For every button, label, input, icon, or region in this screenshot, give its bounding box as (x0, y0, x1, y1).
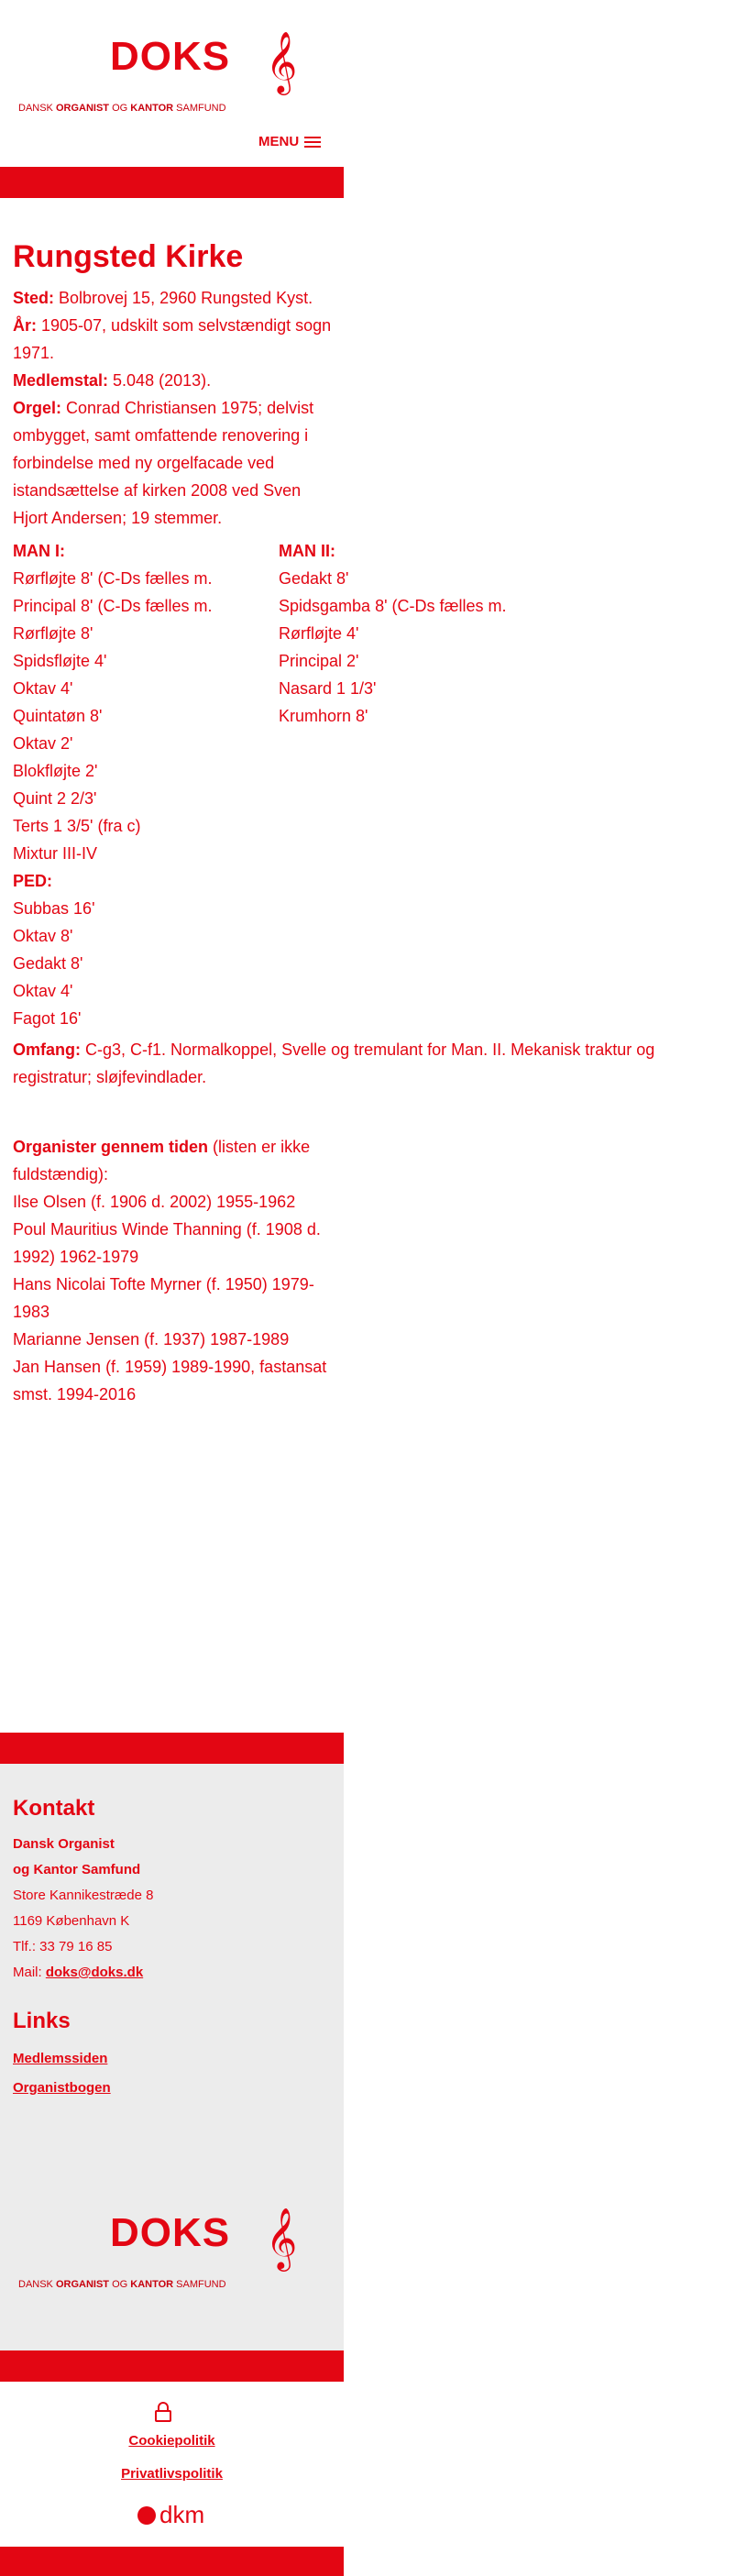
city: 1169 København K (13, 1913, 130, 1929)
organist-item: Poul Mauritius Winde Thanning (f. 1908 d. 1992) 1962-1979 (13, 1220, 321, 1266)
stop-item: Rørfløjte 4' (279, 624, 359, 643)
logo-wordmark: DOKS (110, 2210, 231, 2255)
stop-item: Rørfløjte 8' (13, 624, 93, 643)
bottom-red-bar (0, 2350, 344, 2382)
stop-item: Quintatøn 8' (13, 707, 103, 725)
page-end-red-bar (0, 2547, 344, 2576)
stop-item: Nasard 1 1/3' (279, 679, 377, 698)
main-content (13, 238, 655, 1408)
privacy-policy-link[interactable]: Privatlivspolitik (121, 2466, 223, 2482)
site-footer (0, 1764, 344, 2350)
treble-clef-icon: 𝄞 (266, 2207, 298, 2269)
stop-item: Fagot 16' (13, 1009, 82, 1028)
logo-tagline: DANSK ORGANIST OG KANTOR SAMFUND (18, 2279, 226, 2290)
treble-clef-icon: 𝄞 (266, 30, 298, 93)
org-name-line2: og Kantor Samfund (13, 1862, 141, 1877)
stop-item: Gedakt 8' (279, 569, 349, 588)
organist-item: Jan Hansen (f. 1959) 1989-1990, fastansat smst. 1994-2016 (13, 1358, 327, 1404)
organist-item: Hans Nicolai Tofte Myrner (f. 1950) 1979-1983 (13, 1275, 314, 1321)
logo-tagline: DANSK ORGANIST OG KANTOR SAMFUND (18, 103, 226, 114)
man2-title: MAN II: (279, 542, 335, 560)
dkm-label: dkm (159, 2501, 205, 2528)
links-section (13, 2008, 324, 2103)
hamburger-icon (304, 137, 321, 148)
link-medlemssiden[interactable]: Medlemssiden (13, 2051, 108, 2066)
links-title: Links (13, 2009, 71, 2033)
stop-item: Spidsfløjte 4' (13, 652, 107, 670)
contact-title: Kontakt (13, 1796, 95, 1821)
footer-doks-logo[interactable] (18, 2207, 321, 2295)
stop-item: Oktav 2' (13, 734, 73, 753)
footer-red-bar (0, 1733, 344, 1764)
organist-item: Marianne Jensen (f. 1937) 1987-1989 (13, 1330, 290, 1349)
bottom-bar (0, 2382, 344, 2547)
stop-item: Krumhorn 8' (279, 707, 368, 725)
stop-item: Subbas 16' (13, 899, 95, 918)
stop-item: Blokfløjte 2' (13, 762, 98, 780)
organists-heading: Organister gennem tiden (listen er ikke fuldstændig): (13, 1138, 311, 1183)
search-icon[interactable] (301, 13, 324, 37)
orgel-info: Orgel: Conrad Christiansen 1975; delvist ombygget, samt omfattende renovering i forbindelse med ny orgelfacade ved istandsættelse af kirken 2008 ved Sven Hjort Andersen; 19 stemmer. (13, 399, 314, 527)
man1-title: MAN I: (13, 542, 65, 560)
man2-column (279, 537, 544, 1032)
omfang-info: Omfang: C-g3, C-f1. Normalkoppel, Svelle og tremulant for Man. II. Mekanisk traktur og registratur; sløjfevindlader. (13, 1040, 655, 1086)
medlemstal-info: Medlemstal: 5.048 (2013). (13, 371, 212, 390)
lock-icon (155, 2402, 171, 2422)
organist-item: Ilse Olsen (f. 1906 d. 2002) 1955-1962 (13, 1193, 296, 1211)
aar-info: År: 1905-07, udskilt som selvstændigt sogn 1971. (13, 316, 332, 362)
doks-logo[interactable] (18, 30, 321, 119)
footer-content (13, 1795, 324, 2103)
stop-item: Oktav 8' (13, 927, 73, 945)
stop-item: Rørfløjte 8' (C-Ds fælles m. (13, 569, 213, 588)
phone: Tlf.: 33 79 16 85 (13, 1939, 113, 1954)
header-red-bar (0, 167, 344, 198)
organ-stops (13, 537, 563, 1032)
stop-item: Quint 2 2/3' (13, 789, 97, 808)
stop-item: Principal 8' (C-Ds fælles m. (13, 597, 213, 615)
stop-item: Principal 2' (279, 652, 359, 670)
logo-wordmark: DOKS (110, 34, 231, 79)
cookie-policy-link[interactable]: Cookiepolitik (128, 2433, 215, 2449)
dkm-dot-icon (137, 2506, 156, 2525)
mail-line: Mail: doks@doks.dk (13, 1965, 144, 1980)
contact-address (13, 1832, 324, 1986)
street: Store Kannikestræde 8 (13, 1888, 154, 1903)
site-header (0, 0, 344, 167)
man1-column (13, 537, 279, 1032)
mail-link[interactable]: doks@doks.dk (45, 1965, 144, 1980)
organists-section (13, 1133, 334, 1408)
link-organistbogen[interactable]: Organistbogen (13, 2080, 111, 2096)
sted-info: Sted: Bolbrovej 15, 2960 Rungsted Kyst. (13, 289, 313, 307)
ped-title: PED: (13, 872, 53, 890)
menu-label: MENU (258, 134, 300, 149)
stop-item: Gedakt 8' (13, 954, 83, 973)
stop-item: Spidsgamba 8' (C-Ds fælles m. (279, 597, 507, 615)
stop-item: Oktav 4' (13, 982, 73, 1000)
menu-button[interactable] (258, 134, 321, 149)
stop-item: Terts 1 3/5' (fra c) (13, 817, 141, 835)
dkm-logo[interactable] (137, 2501, 204, 2529)
stop-item: Oktav 4' (13, 679, 73, 698)
page-title: Rungsted Kirke (13, 239, 244, 274)
org-name-line1: Dansk Organist (13, 1836, 115, 1852)
stop-item: Mixtur III-IV (13, 844, 98, 863)
